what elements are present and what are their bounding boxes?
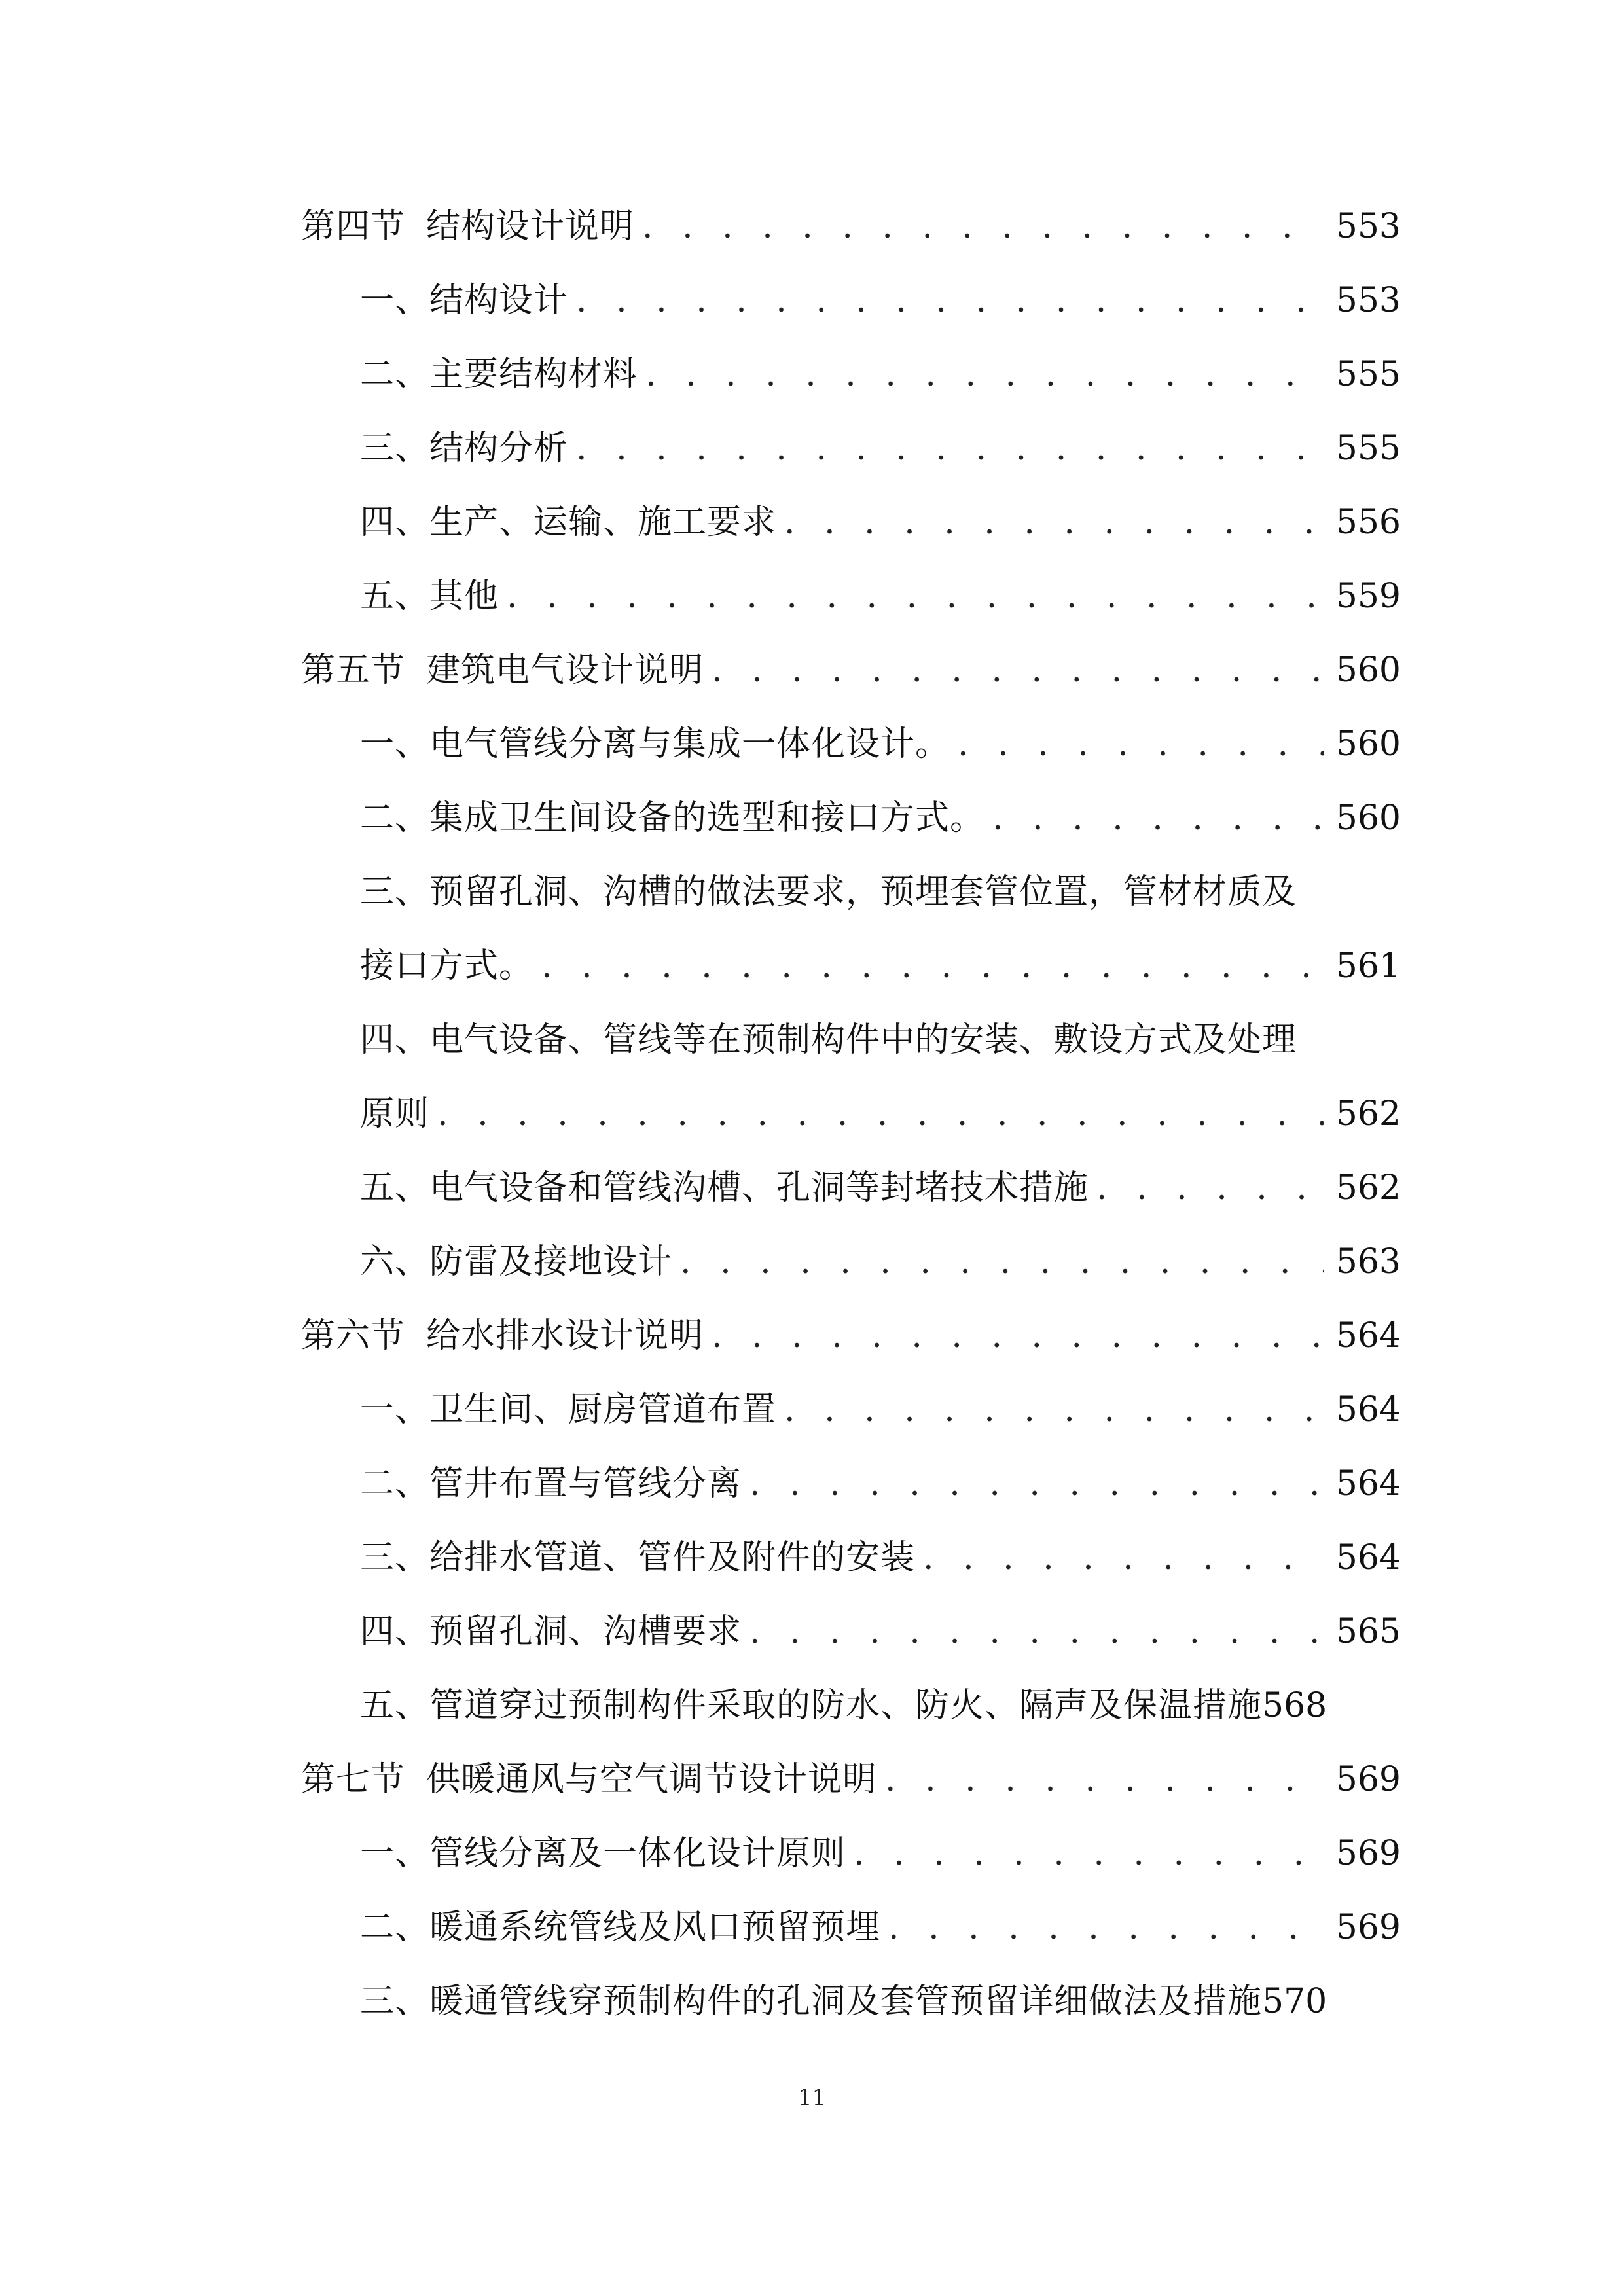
toc-entry[interactable] — [301, 1521, 1401, 1595]
entry-title: 四、电气设备、管线等在预制构件中的安装、敷设方式及处理 — [360, 1020, 1297, 1060]
page-number: 560 — [1335, 798, 1401, 838]
page-number: 564 — [1335, 1538, 1401, 1577]
dot-leader — [437, 1077, 1324, 1151]
toc-section-7[interactable] — [301, 1743, 1401, 1817]
toc-entry[interactable] — [301, 338, 1401, 412]
dot-leader — [784, 1373, 1324, 1447]
page-number: 564 — [1335, 1316, 1401, 1355]
page-number: 569 — [1335, 1760, 1401, 1799]
dot-leader — [680, 1225, 1324, 1299]
entry-title: 一、结构设计 — [360, 281, 569, 320]
toc-entry[interactable] — [301, 1151, 1401, 1225]
entry-title: 二、集成卫生间设备的选型和接口方式。 — [360, 798, 985, 838]
entry-title: 六、防雷及接地设计 — [360, 1242, 673, 1282]
entry-title: 三、暖通管线穿预制构件的孔洞及套管预留详细做法及措施 — [360, 1982, 1263, 2021]
page-number: 556 — [1335, 503, 1401, 542]
section-label: 第六节 — [301, 1316, 406, 1355]
page-number: 564 — [1335, 1464, 1401, 1503]
dot-leader — [712, 634, 1324, 708]
dot-leader — [854, 1817, 1324, 1891]
section-title: 建筑电气设计说明 — [426, 651, 704, 690]
table-of-contents — [301, 190, 1401, 2039]
section-title: 给水排水设计说明 — [426, 1316, 704, 1355]
dot-leader — [749, 1447, 1324, 1521]
page-number: 555 — [1335, 429, 1401, 468]
entry-title: 三、结构分析 — [360, 429, 569, 468]
page-number: 563 — [1335, 1242, 1401, 1282]
toc-entry[interactable] — [301, 1817, 1401, 1891]
dot-leader — [642, 190, 1324, 264]
toc-entry-wrapped-cont[interactable] — [301, 1077, 1401, 1151]
toc-entry[interactable] — [301, 1225, 1401, 1299]
entry-title: 二、主要结构材料 — [360, 355, 638, 394]
toc-entry[interactable] — [301, 412, 1401, 486]
dot-leader — [645, 338, 1324, 412]
dot-leader — [784, 486, 1324, 560]
dot-leader — [958, 708, 1324, 781]
toc-entry[interactable] — [301, 486, 1401, 560]
entry-title: 三、预留孔洞、沟槽的做法要求，预埋套管位置，管材材质及 — [360, 872, 1297, 912]
dot-leader — [712, 1299, 1324, 1373]
section-title: 结构设计说明 — [426, 207, 635, 246]
page-number: 553 — [1335, 281, 1401, 320]
dot-leader — [576, 264, 1324, 338]
toc-entry[interactable] — [301, 708, 1401, 781]
entry-title: 四、生产、运输、施工要求 — [360, 503, 777, 542]
page-number: 569 — [1335, 1834, 1401, 1873]
page-number: 560 — [1335, 651, 1401, 690]
page-number: 555 — [1335, 355, 1401, 394]
entry-title: 一、卫生间、厨房管道布置 — [360, 1390, 777, 1429]
entry-title: 二、暖通系统管线及风口预留预埋 — [360, 1908, 881, 1947]
section-label: 第七节 — [301, 1760, 406, 1799]
entry-title: 三、给排水管道、管件及附件的安装 — [360, 1538, 916, 1577]
page-number: 561 — [1335, 946, 1401, 986]
section-label: 第五节 — [301, 651, 406, 690]
toc-entry-wrapped-first[interactable] — [301, 1003, 1401, 1077]
entry-title: 四、预留孔洞、沟槽要求 — [360, 1612, 742, 1651]
entry-title: 原则 — [360, 1094, 430, 1134]
toc-entry[interactable] — [301, 1447, 1401, 1521]
entry-title: 五、管道穿过预制构件采取的防水、防火、隔声及保温措施 — [360, 1686, 1263, 1725]
toc-entry-wrapped-cont[interactable] — [301, 929, 1401, 1003]
dot-leader — [507, 560, 1324, 634]
page-number: 562 — [1335, 1168, 1401, 1208]
entry-title: 接口方式。 — [360, 946, 534, 986]
toc-section-4[interactable] — [301, 190, 1401, 264]
page-number: 568 — [1262, 1686, 1327, 1725]
toc-entry[interactable] — [301, 1669, 1401, 1743]
dot-leader — [992, 781, 1324, 855]
page-footer-number: 11 — [797, 2085, 827, 2111]
entry-title: 一、电气管线分离与集成一体化设计。 — [360, 725, 950, 764]
dot-leader — [885, 1743, 1324, 1817]
dot-leader — [923, 1521, 1324, 1595]
toc-section-5[interactable] — [301, 634, 1401, 708]
dot-leader — [576, 412, 1324, 486]
page-number: 553 — [1335, 207, 1401, 246]
page-number: 564 — [1335, 1390, 1401, 1429]
dot-leader — [1096, 1151, 1324, 1225]
page-number: 570 — [1262, 1982, 1327, 2021]
toc-entry[interactable] — [301, 1965, 1401, 2039]
entry-title: 五、其他 — [360, 577, 499, 616]
dot-leader — [888, 1891, 1324, 1965]
entry-title: 二、管井布置与管线分离 — [360, 1464, 742, 1503]
section-title: 供暖通风与空气调节设计说明 — [426, 1760, 878, 1799]
toc-entry[interactable] — [301, 1373, 1401, 1447]
toc-section-6[interactable] — [301, 1299, 1401, 1373]
toc-entry[interactable] — [301, 1891, 1401, 1965]
page-number: 560 — [1335, 725, 1401, 764]
toc-entry[interactable] — [301, 781, 1401, 855]
toc-entry-wrapped-first[interactable] — [301, 855, 1401, 929]
page-number: 562 — [1335, 1094, 1401, 1134]
entry-title: 一、管线分离及一体化设计原则 — [360, 1834, 846, 1873]
entry-title: 五、电气设备和管线沟槽、孔洞等封堵技术措施 — [360, 1168, 1089, 1208]
page-number: 565 — [1335, 1612, 1401, 1651]
dot-leader — [541, 929, 1324, 1003]
toc-entry[interactable] — [301, 560, 1401, 634]
page-number: 559 — [1335, 577, 1401, 616]
section-label: 第四节 — [301, 207, 406, 246]
toc-entry[interactable] — [301, 264, 1401, 338]
dot-leader — [749, 1595, 1324, 1669]
toc-entry[interactable] — [301, 1595, 1401, 1669]
page-number: 569 — [1335, 1908, 1401, 1947]
